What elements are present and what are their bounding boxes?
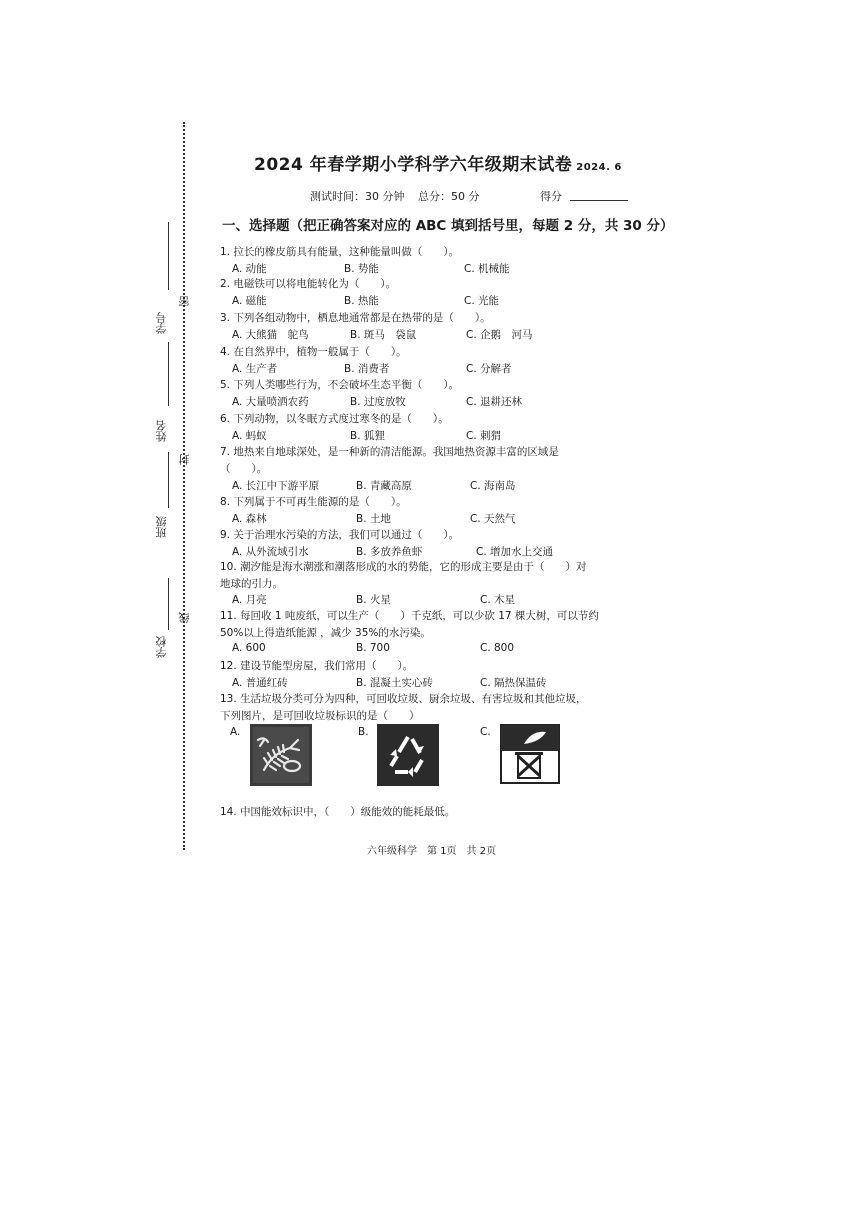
binding-dotted-line — [183, 122, 185, 850]
class-label: 班级 — [155, 516, 168, 538]
question-11-cont: 50%以上得造纸能源 ，减少 35%的水污染。 — [220, 627, 431, 639]
seal-word-feng: 封 — [178, 454, 191, 465]
q4-option-a: A. 生产者 — [232, 363, 278, 375]
question-2: 2. 电磁铁可以将电能转化为（ ）。 — [220, 278, 397, 290]
class-line — [168, 452, 169, 508]
q3-option-c: C. 企鹅 河马 — [466, 329, 533, 341]
school-line — [168, 578, 169, 630]
section-title: 一、选择题（把正确答案对应的 ABC 填到括号里，每题 2 分，共 30 分） — [222, 218, 674, 234]
q1-option-b: B. 势能 — [344, 263, 379, 275]
question-9: 9. 关于治理水污染的方法，我们可以通过（ ）。 — [220, 529, 460, 541]
q5-option-c: C. 退耕还林 — [466, 396, 523, 408]
q7-option-b: B. 青藏高原 — [356, 480, 412, 492]
q10-option-b: B. 火星 — [356, 594, 391, 606]
exam-date: 2024. 6 — [576, 162, 622, 173]
student-id-line — [168, 222, 169, 290]
page-footer: 六年级科学 第 1页 共 2页 — [367, 846, 497, 857]
seal-word-xian: 线 — [178, 612, 191, 623]
q2-option-c: C. 光能 — [464, 295, 500, 307]
q8-option-c: C. 天然气 — [470, 513, 516, 525]
test-time: 测试时间：30 分钟 — [310, 190, 405, 203]
question-6: 6. 下列动物，以冬眠方式度过寒冬的是（ ）。 — [220, 413, 449, 425]
page-title — [254, 150, 622, 175]
question-5: 5. 下列人类哪些行为，不会破坏生态平衡（ ）。 — [220, 379, 460, 391]
question-13-cont: 下列图片，是可回收垃圾标识的是（ ） — [220, 710, 420, 722]
q7-option-c: C. 海南岛 — [470, 480, 516, 492]
q3-option-a: A. 大熊猫 鸵鸟 — [232, 329, 309, 341]
question-8: 8. 下列属于不可再生能源的是（ ）。 — [220, 496, 407, 508]
q3-option-b: B. 斑马 袋鼠 — [350, 329, 417, 341]
q9-option-b: B. 多放养鱼虾 — [356, 546, 423, 558]
total-score: 总分：50 分 — [418, 190, 480, 203]
q11-option-a: A. 600 — [232, 642, 266, 654]
q9-option-c: C. 增加水上交通 — [476, 546, 554, 558]
q5-option-b: B. 过度放牧 — [350, 396, 406, 408]
hazardous-waste-icon — [500, 724, 562, 784]
q1-option-c: C. 机械能 — [464, 263, 510, 275]
question-4: 4. 在自然界中，植物一般属于（ ）。 — [220, 346, 407, 358]
name-label: 姓名 — [155, 420, 168, 442]
question-10: 10. 潮汐能是海水潮涨和潮落形成的水的势能，它的形成主要是由于（ ）对 — [220, 561, 587, 573]
q7-option-a: A. 长江中下游平原 — [232, 480, 320, 492]
q2-option-b: B. 热能 — [344, 295, 379, 307]
question-13: 13. 生活垃圾分类可分为四种，可回收垃圾、厨余垃圾、有害垃圾和其他垃圾， — [220, 693, 587, 705]
question-3: 3. 下列各组动物中，栖息地通常都是在热带的是（ ）。 — [220, 312, 491, 324]
recycle-icon — [377, 724, 439, 786]
q1-option-a: A. 动能 — [232, 263, 267, 275]
q9-option-a: A. 从外流域引水 — [232, 546, 309, 558]
question-1: 1. 拉长的橡皮筋具有能量，这种能量叫做（ ）。 — [220, 246, 460, 258]
q13-option-b: B. — [358, 726, 369, 738]
question-10-cont: 地球的引力。 — [220, 578, 283, 590]
question-7-cont: （ ）。 — [220, 463, 268, 475]
question-12: 12. 建设节能型房屋，我们常用（ ）。 — [220, 660, 414, 672]
q10-option-a: A. 月亮 — [232, 594, 267, 606]
kitchen-waste-icon — [250, 724, 312, 786]
q6-option-c: C. 刺猬 — [466, 430, 502, 442]
title-text: 2024 年春学期小学科学六年级期末试卷 — [254, 155, 573, 175]
q4-option-c: C. 分解者 — [466, 363, 512, 375]
score-label: 得分 — [540, 190, 562, 203]
question-11: 11. 每回收 1 吨废纸，可以生产（ ）千克纸，可以少砍 17 棵大树，可以节约 — [220, 610, 599, 622]
q6-option-a: A. 蚂蚁 — [232, 430, 267, 442]
q4-option-b: B. 消费者 — [344, 363, 390, 375]
q2-option-a: A. 磁能 — [232, 295, 267, 307]
q12-option-c: C. 隔热保温砖 — [480, 677, 547, 689]
q13-option-a: A. — [230, 726, 241, 738]
seal-word-mi: 密 — [178, 296, 191, 307]
score-blank[interactable] — [570, 200, 628, 201]
q8-option-a: A. 森林 — [232, 513, 267, 525]
q10-option-c: C. 木星 — [480, 594, 516, 606]
student-id-label: 学号 — [155, 312, 168, 334]
q11-option-b: B. 700 — [356, 642, 390, 654]
q11-option-c: C. 800 — [480, 642, 515, 654]
q13-option-c: C. — [480, 726, 491, 738]
q6-option-b: B. 狐狸 — [350, 430, 385, 442]
school-label: 学校 — [155, 636, 168, 658]
question-14: 14. 中国能效标识中，（ ）级能效的能耗最低。 — [220, 806, 456, 818]
question-7: 7. 地热来自地球深处，是一种新的清洁能源。我国地热资源丰富的区域是 — [220, 446, 559, 458]
name-line — [168, 342, 169, 406]
q12-option-b: B. 混凝土实心砖 — [356, 677, 433, 689]
q12-option-a: A. 普通红砖 — [232, 677, 288, 689]
q5-option-a: A. 大量喷洒农药 — [232, 396, 309, 408]
q8-option-b: B. 土地 — [356, 513, 391, 525]
